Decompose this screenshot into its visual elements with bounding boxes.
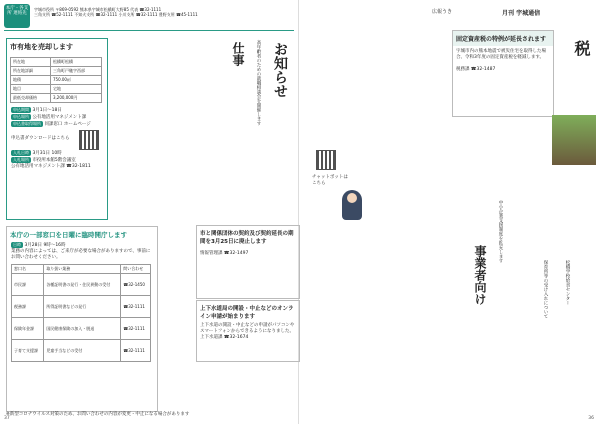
apply-place: 公有地活用マネジメント課 [32, 115, 87, 120]
qr-code[interactable] [79, 130, 99, 150]
land-sale-box [6, 38, 108, 220]
column-header: 問い合わせ [121, 265, 151, 274]
column-header: 窓口名 [12, 265, 44, 274]
column-header: 取り扱い業務 [44, 265, 121, 274]
header-line-1: 宇城市役所 〒869-0592 熊本県宇城市松橋町大野85 代表 ☎32-1111 [34, 7, 162, 12]
table-cell: 所在地 [11, 58, 51, 67]
label-tag: 入札場所 [13, 157, 29, 162]
page-number-left: 37 [4, 416, 10, 421]
notice-title: お知らせ [272, 42, 288, 98]
tax-body: 宇城市内の熊本地震で被災住宅を取得した場合、令和3年度の固定資産税を軽減します。 [456, 49, 546, 60]
table-cell: 国民健康保険の加入・脱退 [44, 318, 121, 340]
nursery-title: 保育所等の受け入れについて [543, 260, 548, 319]
table-cell: 子育て支援課 [12, 340, 44, 362]
header-badge: 本庁・各支所 連絡先 [4, 4, 30, 28]
bid-date: 3月31日 10時 [32, 151, 62, 156]
table-cell: 保険年金課 [12, 318, 44, 340]
table-cell: ☎32-1111 [121, 340, 151, 362]
center-title: 松橋学校給食センター [565, 260, 570, 305]
land-sale-title: 市有地を売却します [10, 43, 73, 51]
table-cell: ☎32-1111 [121, 296, 151, 318]
tax-title: 税 [572, 40, 591, 56]
notice-columns [112, 40, 262, 215]
label-tag: 申込場所 [13, 114, 29, 119]
online-contact: 上下水道課 ☎32-1674 [200, 335, 249, 340]
table-cell: 各種証明書の発行・住民異動の受付 [44, 274, 121, 296]
land-sale-contact: 公有地活用マネジメント課 ☎32-1811 [11, 164, 91, 169]
support-title: 中小企業支援制度を拡充します [498, 200, 503, 263]
table-cell: 税務課 [12, 296, 44, 318]
header-line-2: 三角支所 ☎52-1111 不知火支所 ☎32-1111 小川支所 ☎32-1111 豊野支所 ☎45-1111 [34, 12, 198, 17]
apply-period: 3月1日～18日 [32, 108, 62, 113]
table-cell: 所得証明書などの発行 [44, 296, 121, 318]
apply-method: 同課窓口 ホームページ [44, 122, 91, 127]
header-info [34, 7, 290, 17]
table-cell: ☎32-1450 [121, 274, 151, 296]
label-tag: 入札日時 [13, 150, 29, 155]
holiday-title: 本庁の一部窓口を日曜に臨時開庁します [10, 231, 127, 239]
job-title: 仕事 [231, 42, 245, 66]
table-cell: ☎32-1111 [121, 318, 151, 340]
label-tag: 申込期間 [13, 107, 29, 112]
holiday-details [7, 242, 157, 261]
tractor-photo [552, 115, 596, 165]
table-cell: 松橋町松橋 [50, 58, 101, 67]
tax-box [452, 30, 554, 117]
table-cell: 児童手当などの受付 [44, 340, 121, 362]
table-cell: 所在地詳細 [11, 67, 51, 76]
contract-contact: 情報管理課 ☎32-1497 [200, 251, 249, 256]
qr-row [11, 128, 103, 150]
job-subtitle: 高年齢者のための就職相談会を開催します [256, 40, 261, 126]
contact-header [4, 4, 294, 31]
holiday-table [11, 264, 151, 362]
holiday-box [6, 226, 158, 412]
issue-title: 月刊 宇城通信 [502, 10, 541, 17]
table-cell: 最低売却価格 [11, 94, 51, 103]
contract-title: 市と関係団体の契約及び契約延長の期間を3月25日に廃止します [200, 231, 294, 245]
running-head: 広報うき [432, 9, 453, 15]
qr-code[interactable] [316, 150, 336, 170]
chatbot-caption: チャットボットはこちら [312, 175, 348, 186]
table-cell: 三角町戸馳字西部 [50, 67, 101, 76]
holiday-body: 業務の内容によっては、ご来庁が必要な場合がありますので、事前にお問い合わせください。 [11, 249, 151, 260]
business-title: 事業者向け [473, 245, 487, 305]
table-cell: 地積 [11, 76, 51, 85]
staff-illustration [342, 190, 362, 220]
table-cell: 地目 [11, 85, 51, 94]
bid-place: 市役所本館5階会議室 [32, 158, 76, 163]
land-sale-table [10, 57, 102, 103]
label-tag: 日時 [13, 242, 21, 247]
holiday-date: 3月28日 9時～16時 [24, 243, 66, 248]
page-number-right: 36 [588, 416, 594, 421]
online-title: 上下水道局の開設・中止などのオンライン申請が始まります [200, 306, 294, 320]
table-cell: 市民課 [12, 274, 44, 296]
table-cell: 750.00㎡ [50, 76, 101, 85]
tax-contact: 税務課 ☎32-1487 [456, 67, 496, 72]
online-body: 上下水道の開設・中止などの申請がパソコンやスマートフォンからできるようになりました。 [200, 323, 295, 334]
contract-box [196, 225, 300, 299]
qr-label: 申込書ダウンロードはこちら [11, 136, 70, 141]
online-box [196, 300, 300, 362]
label-tag: 申込書取得場所 [13, 121, 41, 126]
table-cell: 3,200,000円 [50, 94, 101, 103]
table-cell: 宅地 [50, 85, 101, 94]
tax-subtitle: 固定資産税の特例が延長されます [453, 31, 553, 46]
land-sale-details [7, 105, 107, 172]
footnote: ※新型コロナウイルス対策のため、お問い合わせの内容が変更・中止になる場合があります [6, 412, 190, 417]
